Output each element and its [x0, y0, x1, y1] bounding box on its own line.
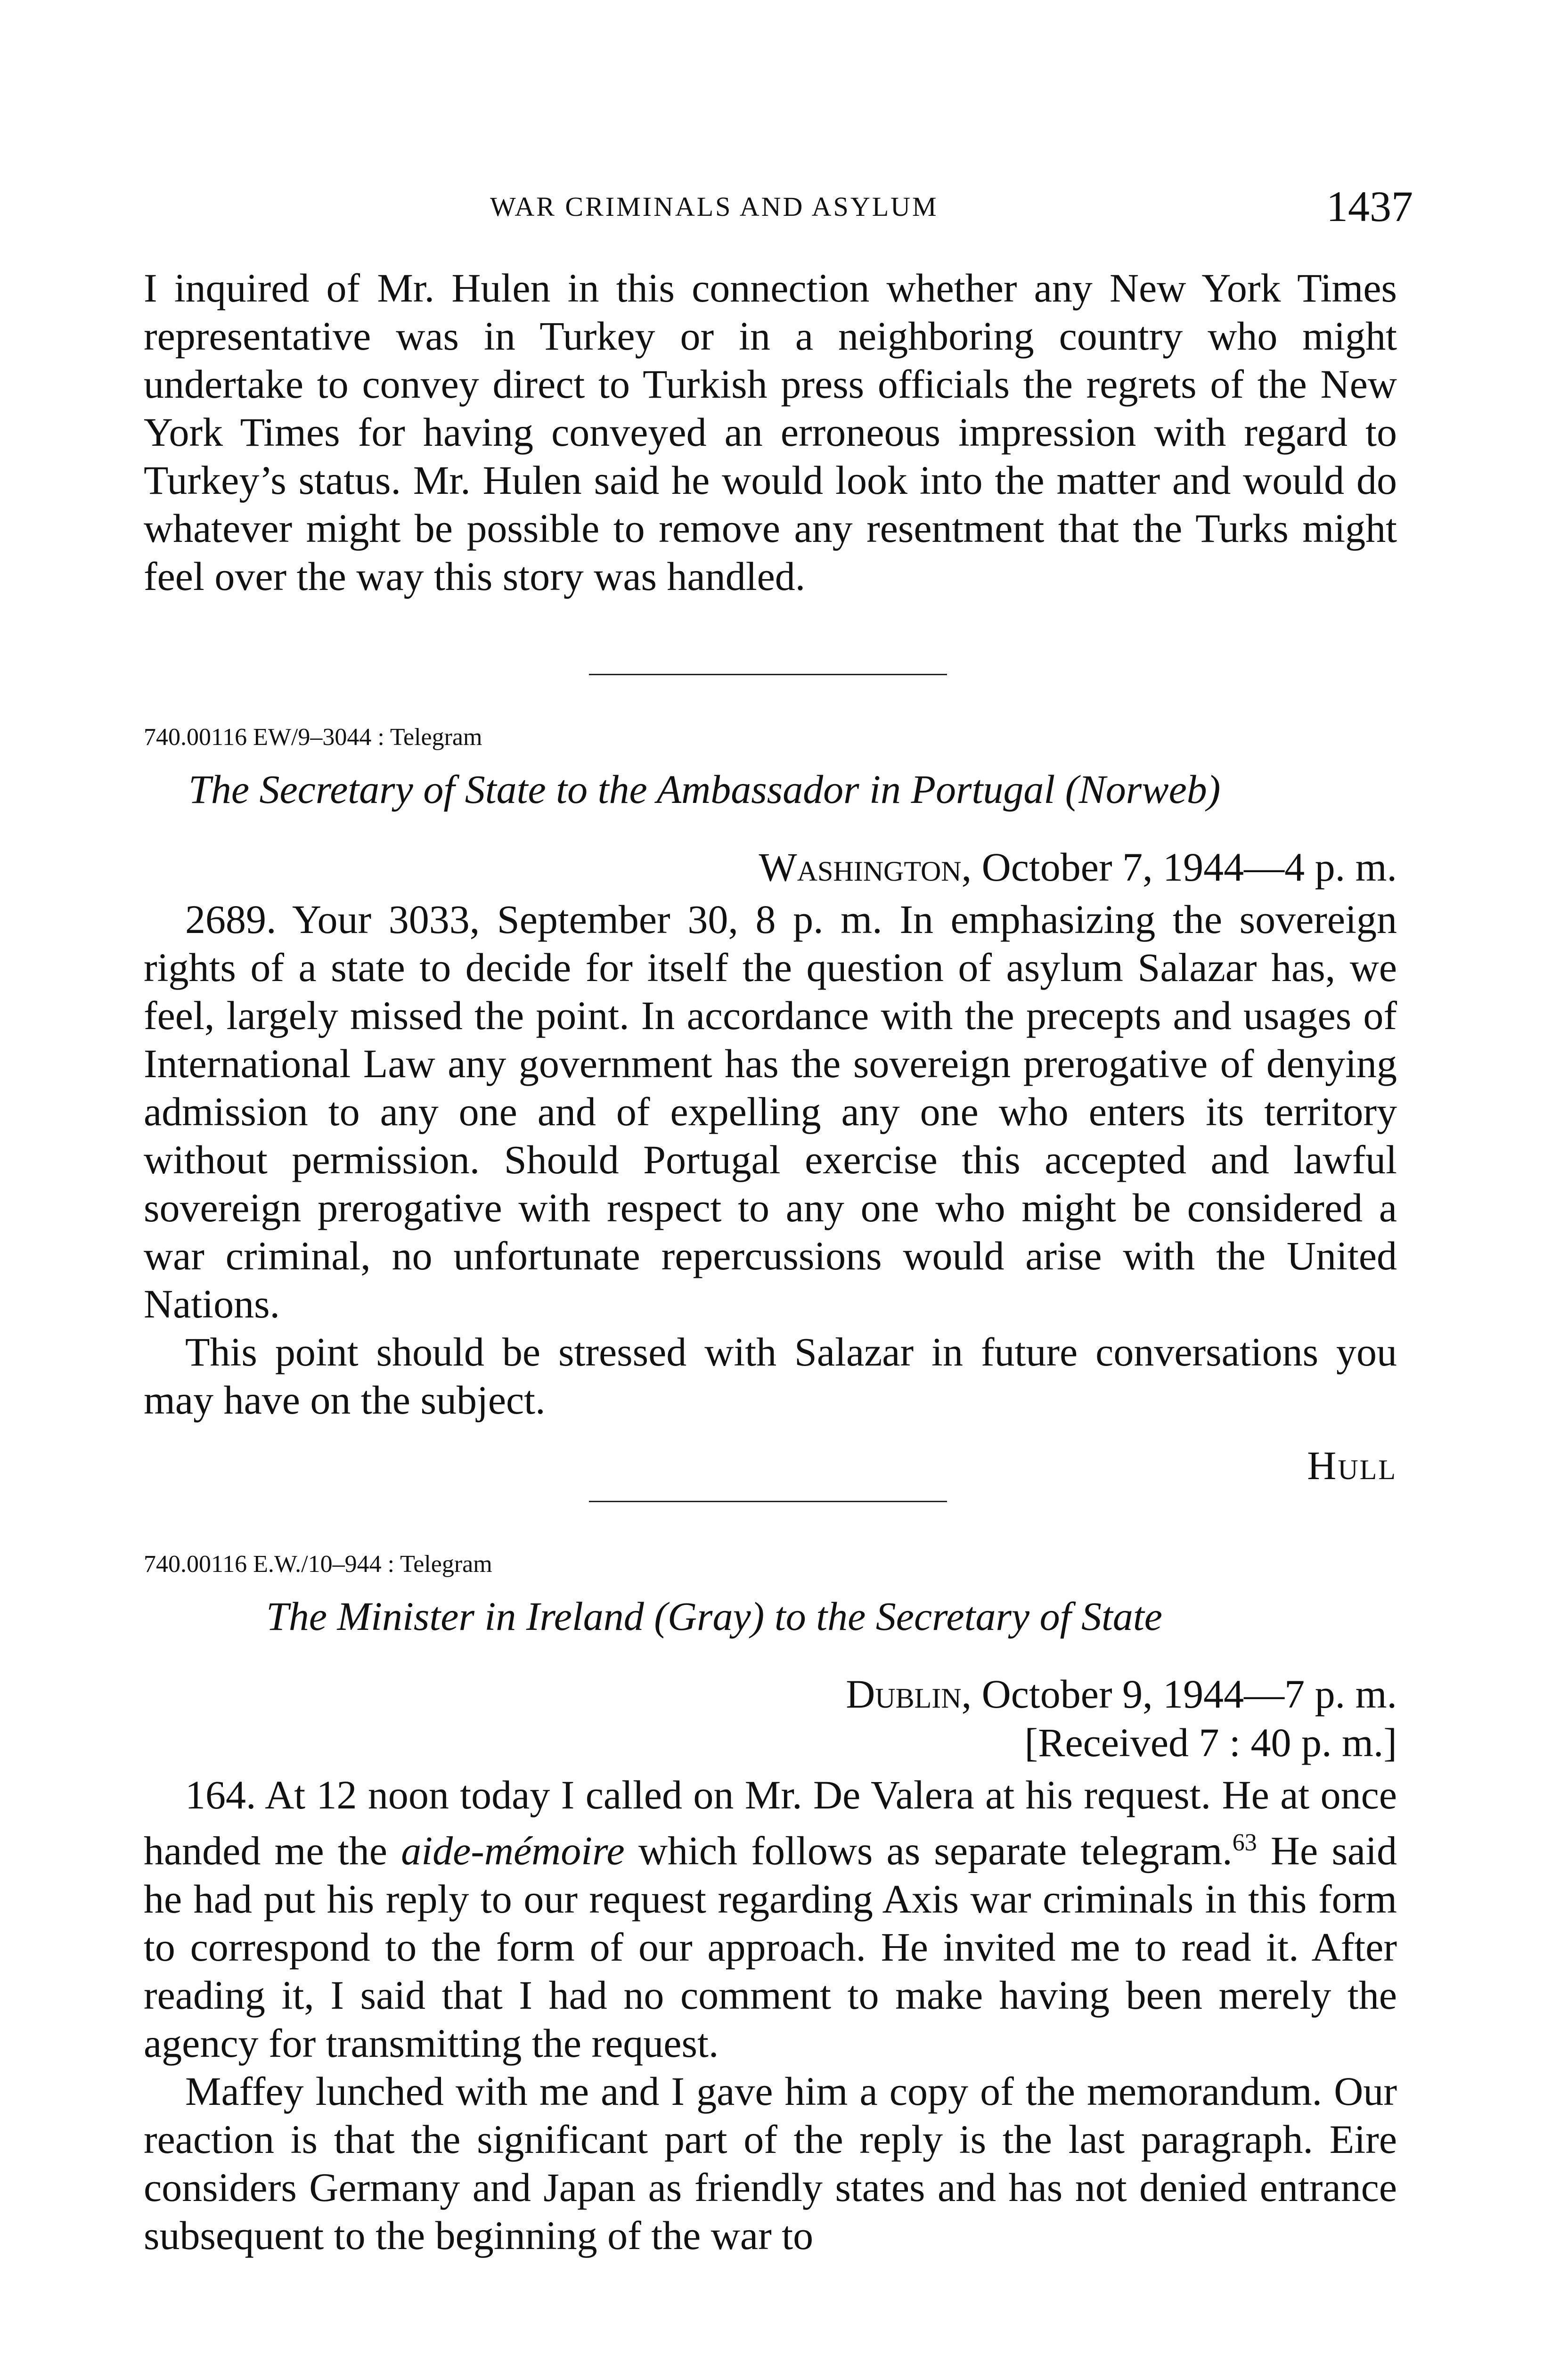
- doc1-paragraph-2: This point should be stressed with Salazar in future conversations you may have on the subject.: [144, 1329, 1397, 1423]
- doc1-paragraph-1: 2689. Your 3033, September 30, 8 p. m. In emphasizing the sovereign rights of a state to decide for itself the question of asylum Salazar has, we feel, largely missed the point. In accordance with the precepts and usages of International Law any government has the sovereign prerogative of denying admission to any one and of expelling any one who enters its territory without permission. Should Portugal exercise this accepted and lawful sovereign prerogative with respect to any one who might be considered a war criminal, no unfortunate repercussions would arise with the United Nations.: [144, 897, 1397, 1326]
- doc1-title: The Secretary of State to the Ambassador in Portugal (Norweb): [188, 767, 1221, 812]
- doc1-place: Washington,: [759, 844, 972, 890]
- doc2-date: October 9, 1944—7 p. m.: [972, 1671, 1397, 1717]
- doc2-paragraph-2: Maffey lunched with me and I gave him a copy of the memorandum. Our reaction is that the significant part of the reply is the last paragraph. Eire considers Germany and Japan as friendly states and has not denied entrance subsequent to the beginning of the war to: [144, 2068, 1397, 2258]
- doc1-body: [144, 895, 1397, 1424]
- section-divider: [589, 674, 947, 675]
- doc1-dateline: [759, 843, 1397, 891]
- aide-memoire-term: aide-mémoire: [401, 1828, 625, 1873]
- running-header: WAR CRIMINALS AND ASYLUM: [490, 191, 939, 222]
- doc2-received: [Received 7 : 40 p. m.]: [1024, 1720, 1397, 1765]
- page-number: 1437: [1326, 182, 1413, 230]
- footnote-ref: 63: [1232, 1829, 1257, 1856]
- paragraph-hulen: I inquired of Mr. Hulen in this connection whether any New York Times representative was in Turkey or in a neighboring country who might undertake to convey direct to Turkish press officials the regrets of the New York Times for having conveyed an erroneous impression with regard to Turkey’s status. Mr. Hulen said he would look into the matter and would do whatever might be possible to remove any resentment that the Turks might feel over the way this story was handled.: [144, 265, 1397, 599]
- section-divider: [589, 1501, 947, 1502]
- doc2-dateline: [846, 1670, 1397, 1718]
- doc1-signature: Hull: [1307, 1443, 1397, 1488]
- doc1-date: October 7, 1944—4 p. m.: [972, 844, 1397, 890]
- doc1-file-id: 740.00116 EW/9–3044 : Telegram: [144, 724, 482, 751]
- doc2-place: Dublin,: [846, 1671, 972, 1717]
- doc2-file-id: 740.00116 E.W./10–944 : Telegram: [144, 1551, 492, 1578]
- doc2-body: [144, 1771, 1397, 2259]
- doc2-title: The Minister in Ireland (Gray) to the Secretary of State: [266, 1594, 1162, 1639]
- doc2-paragraph-1: 164. At 12 noon today I called on Mr. De Valera at his request. He at once handed me the aide-mémoire which follows as separate telegram.$^{63}$ He said he had put his reply to our request regarding Axis war criminals in this form to correspond to the form of our approach. He invited me to read it. After reading it, I said that I had no comment to make having been merely the agency for transmitting the request.: [144, 1772, 1397, 2066]
